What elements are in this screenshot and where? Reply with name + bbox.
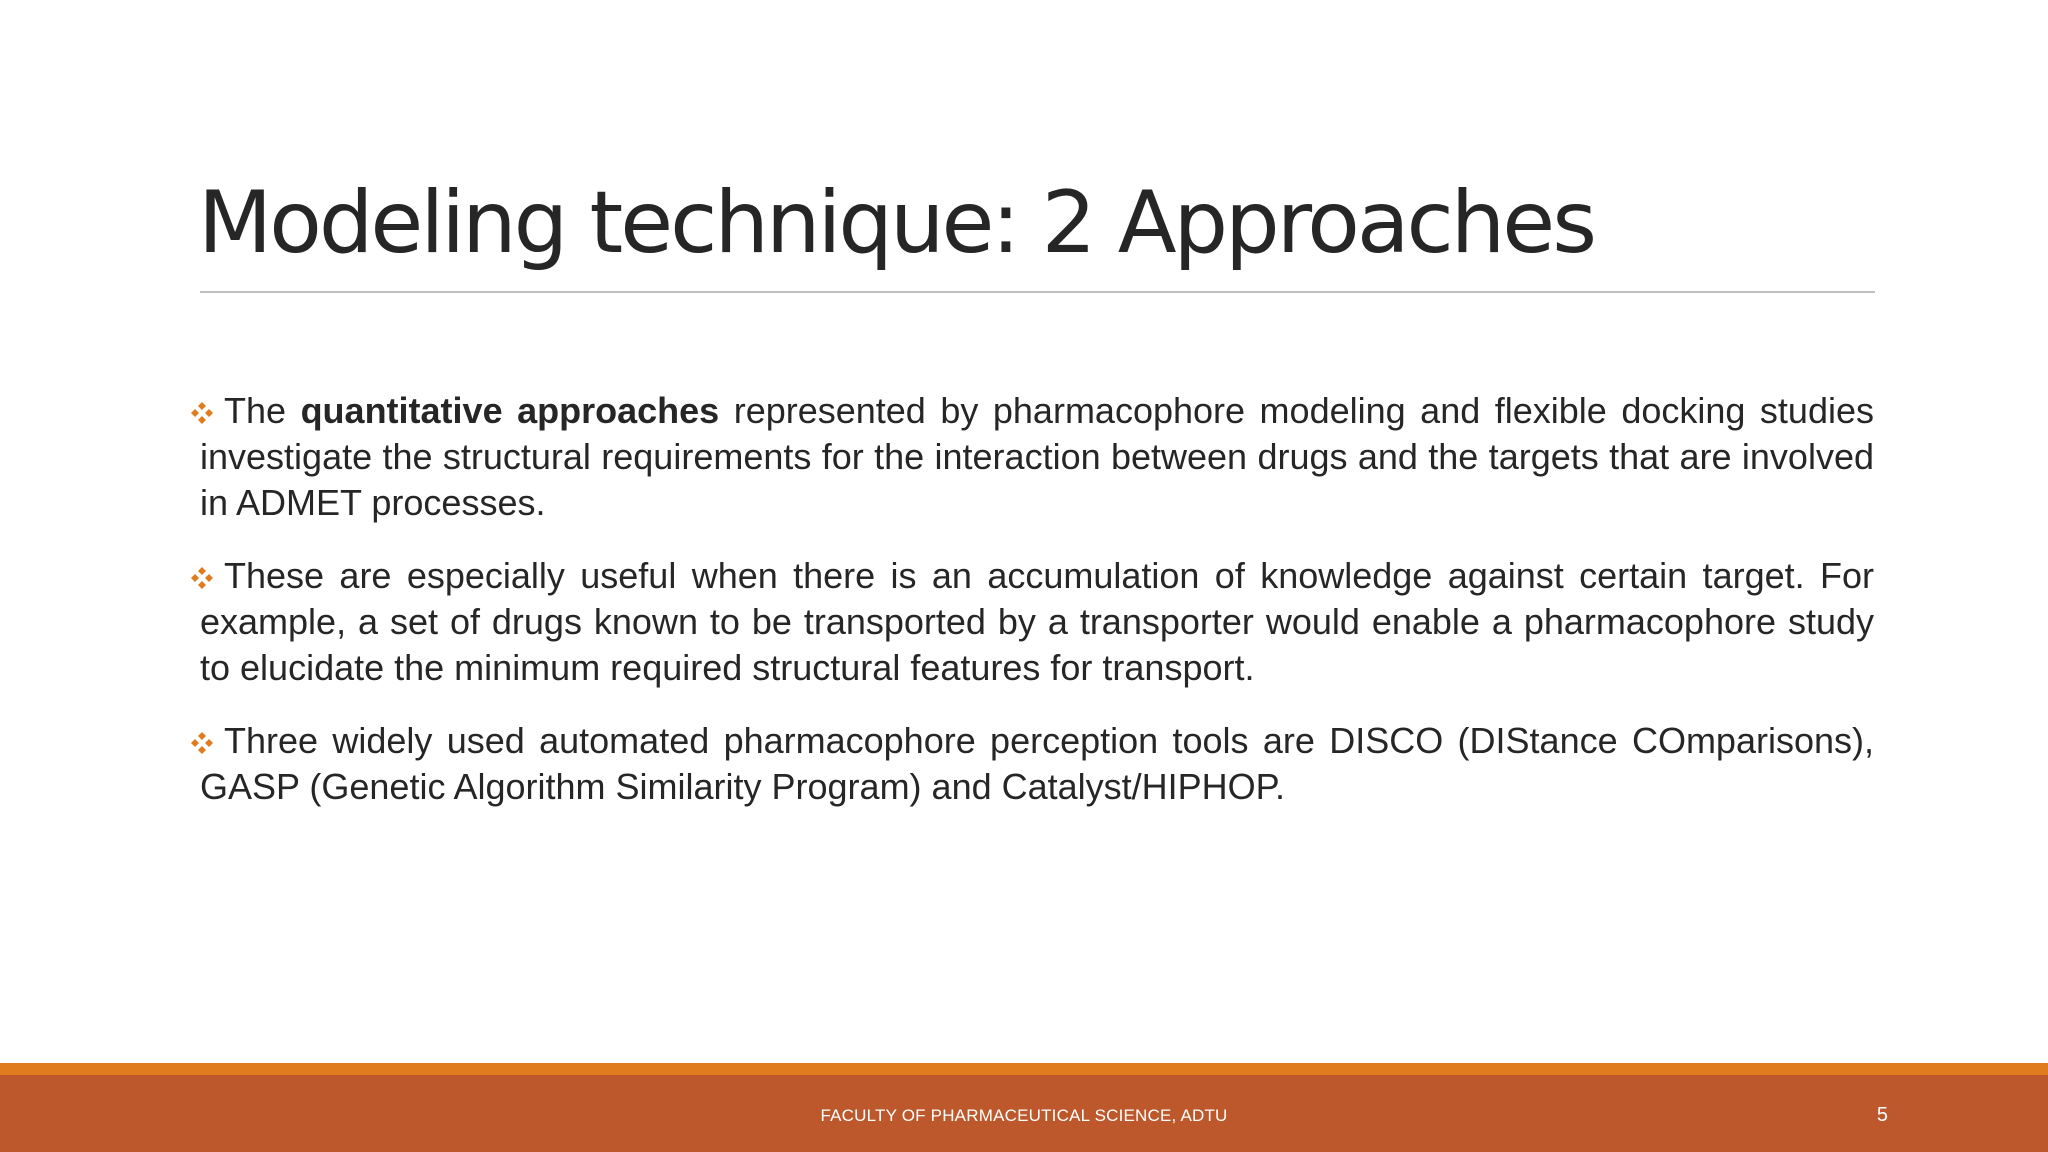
title-underline: [200, 291, 1875, 293]
bullet-item-2: [200, 553, 1874, 691]
bullet-text: The: [224, 390, 301, 431]
bullet-text: These are especially useful when there is an accumulation of knowledge against certain target. For example, a set of drugs known to be transported by a transporter would enable a pharmacophore study to elucidate the minimum required structural features for transport.: [200, 555, 1874, 688]
bullet-list: [200, 388, 1874, 837]
footer-text: FACULTY OF PHARMACEUTICAL SCIENCE, ADTU: [820, 1106, 1228, 1125]
bullet-emphasis: quantitative approaches: [300, 390, 720, 431]
slide-number: 5: [1876, 1104, 1888, 1126]
four-diamond-bullet-icon: [186, 731, 218, 755]
bullet-item-1: [200, 388, 1874, 526]
footer-accent-stripe: [0, 1063, 2048, 1075]
bullet-text: represented by pharmacophore modeling and flexible docking studies investigate the structural requirements for the interaction between drugs and the targets that are involved in ADMET processes.: [200, 390, 1874, 523]
slide-title: Modeling technique: 2 Approaches: [198, 173, 1595, 273]
bullet-text: Three widely used automated pharmacophore perception tools are DISCO (DIStance COmparisons), GASP (Genetic Algorithm Similarity Program) and Catalyst/HIPHOP.: [200, 720, 1874, 807]
four-diamond-bullet-icon: [186, 401, 218, 425]
bullet-item-3: [200, 718, 1874, 810]
four-diamond-bullet-icon: [186, 566, 218, 590]
